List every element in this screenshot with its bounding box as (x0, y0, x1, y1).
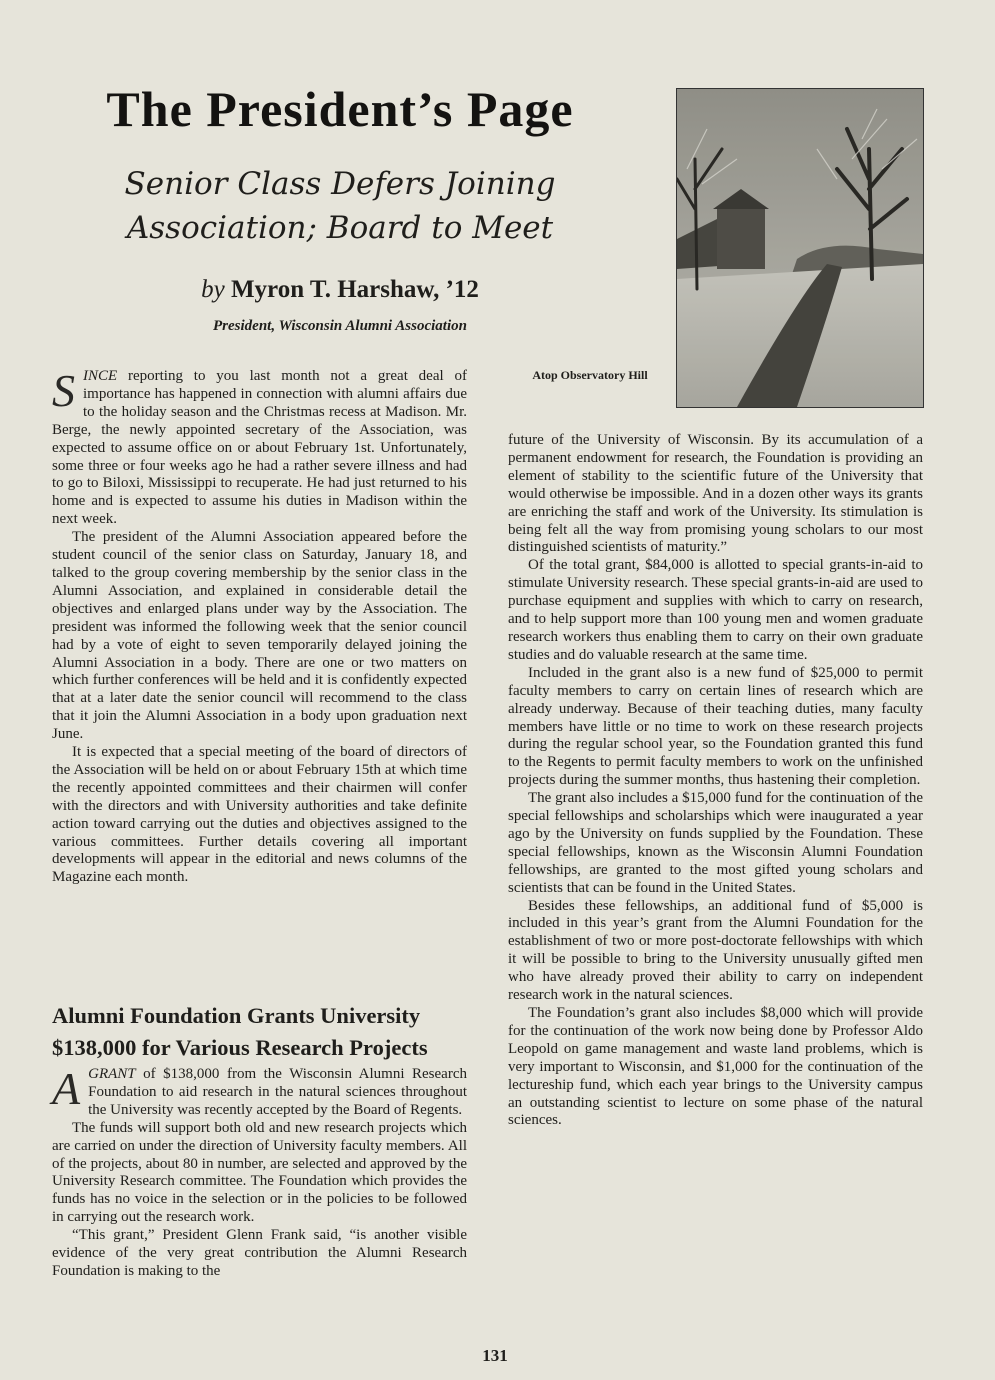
article-subtitle (80, 162, 600, 250)
article1-paragraph-3: It is expected that a special meeting of the board of directors of the Association will be held on or about February 15th at which time the recently appointed committees and their chairmen will confer with the directors and with University authorities and take definite action toward carrying out the duties and objectives assigned to the various committees. Further details covering all important developments will appear in the editorial and news columns of the Magazine each month. (52, 744, 467, 886)
column-left-bottom (52, 1063, 467, 1281)
article2-paragraph-3: “This grant,” President Glenn Frank said, “is another visible evidence of the very great contribution the Alumni Research Foundation is making to the (52, 1227, 467, 1279)
article2-paragraph-4: Of the total grant, $84,000 is allotted to special grants-in-aid to stimulate University research. These special grants-in-aid are used to purchase equipment and supplies with which to carry on research, and to help support more than 100 young men and women graduate research workers thus enabling them to carry on their own graduate studies and do valuable research at the same time. (508, 557, 923, 663)
author-name: Myron T. Harshaw, ’12 (230, 276, 479, 303)
subtitle-line-2: Association; Board to Meet (126, 210, 554, 246)
byline-prefix: by (201, 276, 225, 303)
lead-word: GRANT (88, 1066, 136, 1082)
article2-paragraph-1 (52, 1063, 467, 1120)
article2-paragraph-6: The grant also includes a $15,000 fund for the continuation of the special fellowships and scholarships which were inaugurated a year ago by the University on funds supplied by the Foundation. These special fellowships, known as the Wisconsin Alumni Foundation fellowships, are granted to the most gifted young scholars and scientists that can be found in the United States. (508, 790, 923, 896)
article2-paragraph-7: Besides these fellowships, an additional fund of $5,000 is included in this year’s grant from the Alumni Foundation for the establishment of two or more post-doctorate fellowships with which it will be possible to bring to the University unusually gifted men who have already proved their ability to carry on independent research work in the natural sciences. (508, 897, 923, 1004)
observatory-hill-photo (676, 88, 924, 408)
article1-paragraph-1 (52, 365, 467, 529)
article2-paragraph-8: The Foundation’s grant also includes $8,000 which will provide for the continuation of the work now being done by Professor Aldo Leopold on game management and waste land problems, which is very important to Wisconsin, and $1,000 for the continuation of the lectureship fund, which each year brings to the University campus an outstanding scientist to lecture on some phase of the natural sciences. (508, 1005, 923, 1129)
paragraph-text: of $138,000 from the Wisconsin Alumni Research Foundation to aid research in the natural sciences throughout the University was recently accepted by the Board of Regents. (88, 1066, 467, 1118)
column-right (508, 432, 923, 1130)
lead-word: INCE (83, 368, 118, 384)
article2-paragraph-2: The funds will support both old and new research projects which are carried on under the direction of University faculty members. All of the projects, about 80 in number, are selected and approved by the University Research committee. The Foundation which provides the funds has no voice in the selection or in the policies to be followed in carrying out the research work. (52, 1119, 467, 1226)
page-title: The President’s Page (106, 81, 574, 137)
article1-paragraph-2: The president of the Alumni Association appeared before the student council of the senior class on Saturday, January 18, and talked to the group covering membership by the senior class in the Alumni Association, and explained in considerable detail the objectives and enlarged plans under way by the Association. The president was informed the following week that the senior council had by a vote of eight to seven temporarily delayed joining the Alumni Association in a body. There are one or two matters on which further conferences will be held and it is confidently expected that at a later date the senior council will recommend to the class that it join the Alumni Association in a body upon graduation next June. (52, 529, 467, 743)
dropcap: S (52, 365, 75, 416)
byline (80, 276, 600, 304)
article2-headline: Alumni Foundation Grants University $138,000 for Various Research Projects (52, 1003, 428, 1060)
subtitle-line-1: Senior Class Defers Joining (124, 166, 556, 202)
winter-scene-illustration (677, 89, 923, 407)
article2-paragraph-3-continued: future of the University of Wisconsin. By its accumulation of a permanent endowment for research, the Foundation is providing an element of stability to the scientific future of the University that would otherwise be impossible. And in a dozen other ways its grants are enriching the staff and work of the University. Its stimulation is being felt all the way from promising young scholars to our most distinguished scientists of maturity.” (508, 432, 923, 556)
dropcap: A (52, 1063, 81, 1114)
paragraph-text: reporting to you last month not a great deal of importance has happened in connection with alumni affairs due to the holiday season and the Christmas recess at Madison. Mr. Berge, the newly appointed secretary of the Association, was expected to assume office on or about February 1st. Unfortunately, some three or four weeks ago he had a rather severe illness and had to go to Biloxi, Mississippi to recuperate. He had just returned to his home and is expected to assume his duties in Madison within the next week. (52, 368, 467, 528)
article2-paragraph-5: Included in the grant also is a new fund of $25,000 to permit faculty members to carry on certain lines of research which are already underway. Because of their teaching duties, many faculty members have little or no time to work on these research projects during the regular school year, so the Foundation granted this fund to the Regents to permit faculty members to work on the unfinished projects during the summer months, thus hastening their completion. (508, 664, 923, 789)
page-number: 131 (482, 1346, 508, 1365)
column-left-top (52, 365, 467, 887)
masthead (80, 80, 600, 335)
author-position: President, Wisconsin Alumni Association (213, 318, 467, 334)
photo-caption: Atop Observatory Hill (532, 368, 648, 382)
